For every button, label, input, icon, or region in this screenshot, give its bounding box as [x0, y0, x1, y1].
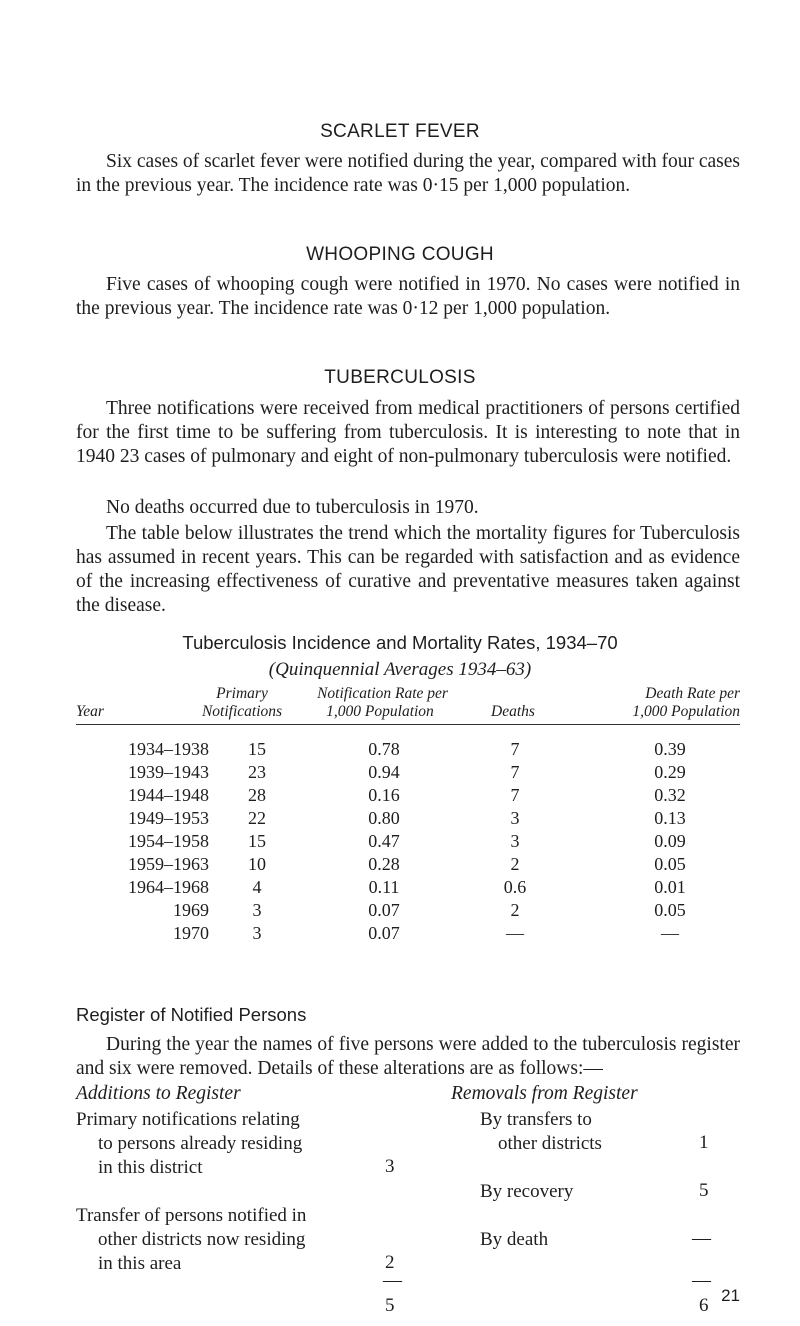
- additions-total-rule: —: [383, 1270, 402, 1291]
- tuberculosis-paragraph-2: No deaths occurred due to tuberculosis in 1970.: [106, 497, 479, 518]
- cell-year: 1939–1943: [128, 762, 209, 782]
- cell-deaths: 2: [510, 854, 520, 874]
- cell-primary: 15: [248, 831, 266, 851]
- removal-1-line-2: other districts: [498, 1133, 602, 1154]
- table-row: [0, 877, 800, 900]
- register-intro: During the year the names of five persons were added to the tuberculosis register and six were removed. Details of these alterations are as follows:—: [76, 1034, 740, 1079]
- addition-2-line-3: in this area: [98, 1253, 182, 1274]
- cell-death-rate: 0.29: [654, 762, 686, 782]
- tuberculosis-paragraph-1: Three notifications were received from medical practitioners of persons certified for the first time to be suffering from tuberculosis. It is interesting to note that in 1940 23 cases of pulmonary and eight of non-pulmonary tuberculosis were notified.: [76, 398, 740, 467]
- header-death-rate-2: 1,000 Population: [632, 703, 740, 720]
- scarlet-fever-paragraph: Six cases of scarlet fever were notified during the year, compared with four cases in the previous year. The incidence rate was 0·15 per 1,000 population.: [76, 151, 740, 196]
- cell-death-rate: —: [661, 923, 679, 943]
- cell-death-rate: 0.05: [654, 854, 686, 874]
- cell-rate: 0.78: [368, 739, 400, 759]
- cell-death-rate: 0.01: [654, 877, 686, 897]
- table-title: Tuberculosis Incidence and Mortality Rates, 1934–70: [182, 632, 618, 653]
- removal-2-value: 5: [699, 1180, 709, 1201]
- table-row: [0, 808, 800, 831]
- cell-deaths: 0.6: [503, 877, 527, 897]
- header-rate-1: Notification Rate per: [317, 685, 448, 702]
- tuberculosis-heading: TUBERCULOSIS: [324, 367, 476, 388]
- addition-1-line-2: to persons already residing: [98, 1133, 303, 1154]
- addition-1-line-1: Primary notifications relating: [76, 1109, 300, 1130]
- cell-rate: 0.07: [368, 900, 400, 920]
- removal-3-label: By death: [480, 1229, 549, 1250]
- cell-deaths: 2: [510, 900, 520, 920]
- addition-2-line-2: other districts now residing: [98, 1229, 306, 1250]
- cell-death-rate: 0.05: [654, 900, 686, 920]
- cell-primary: 4: [252, 877, 262, 897]
- cell-primary: 15: [248, 739, 266, 759]
- removal-2-label: By recovery: [480, 1181, 574, 1202]
- cell-deaths: 7: [510, 762, 520, 782]
- cell-death-rate: 0.09: [654, 831, 686, 851]
- whooping-cough-paragraph: Five cases of whooping cough were notified in 1970. No cases were notified in the previous year. The incidence rate was 0·12 per 1,000 population.: [76, 274, 740, 319]
- cell-deaths: 3: [510, 808, 520, 828]
- addition-1-line-3: in this district: [98, 1157, 203, 1178]
- table-row: [0, 831, 800, 854]
- scarlet-fever-heading: SCARLET FEVER: [320, 121, 480, 142]
- page-number: 21: [721, 1286, 740, 1305]
- cell-year: 1944–1948: [128, 785, 209, 805]
- cell-death-rate: 0.13: [654, 808, 686, 828]
- addition-2-line-1: Transfer of persons notified in: [76, 1205, 307, 1226]
- cell-year: 1954–1958: [128, 831, 209, 851]
- cell-deaths: 7: [510, 785, 520, 805]
- removals-heading: Removals from Register: [451, 1083, 638, 1104]
- additions-total: 5: [385, 1295, 395, 1316]
- cell-primary: 3: [252, 900, 262, 920]
- cell-rate: 0.94: [368, 762, 400, 782]
- header-deaths: Deaths: [491, 703, 535, 720]
- whooping-cough-heading: WHOOPING COUGH: [306, 244, 494, 265]
- cell-primary: 23: [248, 762, 266, 782]
- header-primary-1: Primary: [216, 685, 268, 702]
- table-row: [0, 785, 800, 808]
- table-row: [0, 854, 800, 877]
- cell-primary: 22: [248, 808, 266, 828]
- register-title: Register of Notified Persons: [76, 1004, 307, 1025]
- tuberculosis-paragraph-3: The table below illustrates the trend which the mortality figures for Tuberculosis has assumed in recent years. This can be regarded with satisfaction and as evidence of the increasing effectiveness of curative and preventative measures taken against the disease.: [76, 523, 740, 616]
- header-primary-2: Notifications: [201, 703, 283, 720]
- addition-2-value: 2: [385, 1252, 395, 1273]
- header-rate-2: 1,000 Population: [326, 703, 434, 720]
- header-year: Year: [76, 703, 104, 720]
- cell-rate: 0.07: [368, 923, 400, 943]
- cell-primary: 3: [252, 923, 262, 943]
- removals-total-rule: —: [692, 1270, 711, 1291]
- removal-1-value: 1: [699, 1132, 709, 1153]
- cell-deaths: 7: [510, 739, 520, 759]
- cell-year: 1934–1938: [128, 739, 209, 759]
- cell-primary: 28: [248, 785, 266, 805]
- removals-total: 6: [699, 1295, 709, 1316]
- cell-death-rate: 0.32: [654, 785, 686, 805]
- cell-year: 1970: [173, 923, 209, 943]
- table-row: [0, 923, 800, 946]
- cell-rate: 0.16: [368, 785, 400, 805]
- cell-year: 1959–1963: [128, 854, 209, 874]
- cell-deaths: —: [506, 923, 524, 943]
- table-subtitle: (Quinquennial Averages 1934–63): [268, 659, 532, 680]
- cell-rate: 0.80: [368, 808, 400, 828]
- cell-deaths: 3: [510, 831, 520, 851]
- table-row: [0, 739, 800, 762]
- removal-1-line-1: By transfers to: [480, 1109, 592, 1130]
- cell-year: 1964–1968: [128, 877, 209, 897]
- cell-year: 1969: [173, 900, 209, 920]
- cell-year: 1949–1953: [128, 808, 209, 828]
- removal-3-value: —: [692, 1228, 711, 1249]
- cell-rate: 0.47: [368, 831, 400, 851]
- cell-rate: 0.11: [368, 877, 400, 897]
- cell-death-rate: 0.39: [654, 739, 686, 759]
- table-row: [0, 762, 800, 785]
- cell-primary: 10: [248, 854, 266, 874]
- header-death-rate-1: Death Rate per: [645, 685, 740, 702]
- additions-heading: Additions to Register: [76, 1083, 241, 1104]
- table-header-rule: [76, 724, 740, 725]
- cell-rate: 0.28: [368, 854, 400, 874]
- table-row: [0, 900, 800, 923]
- addition-1-value: 3: [385, 1156, 395, 1177]
